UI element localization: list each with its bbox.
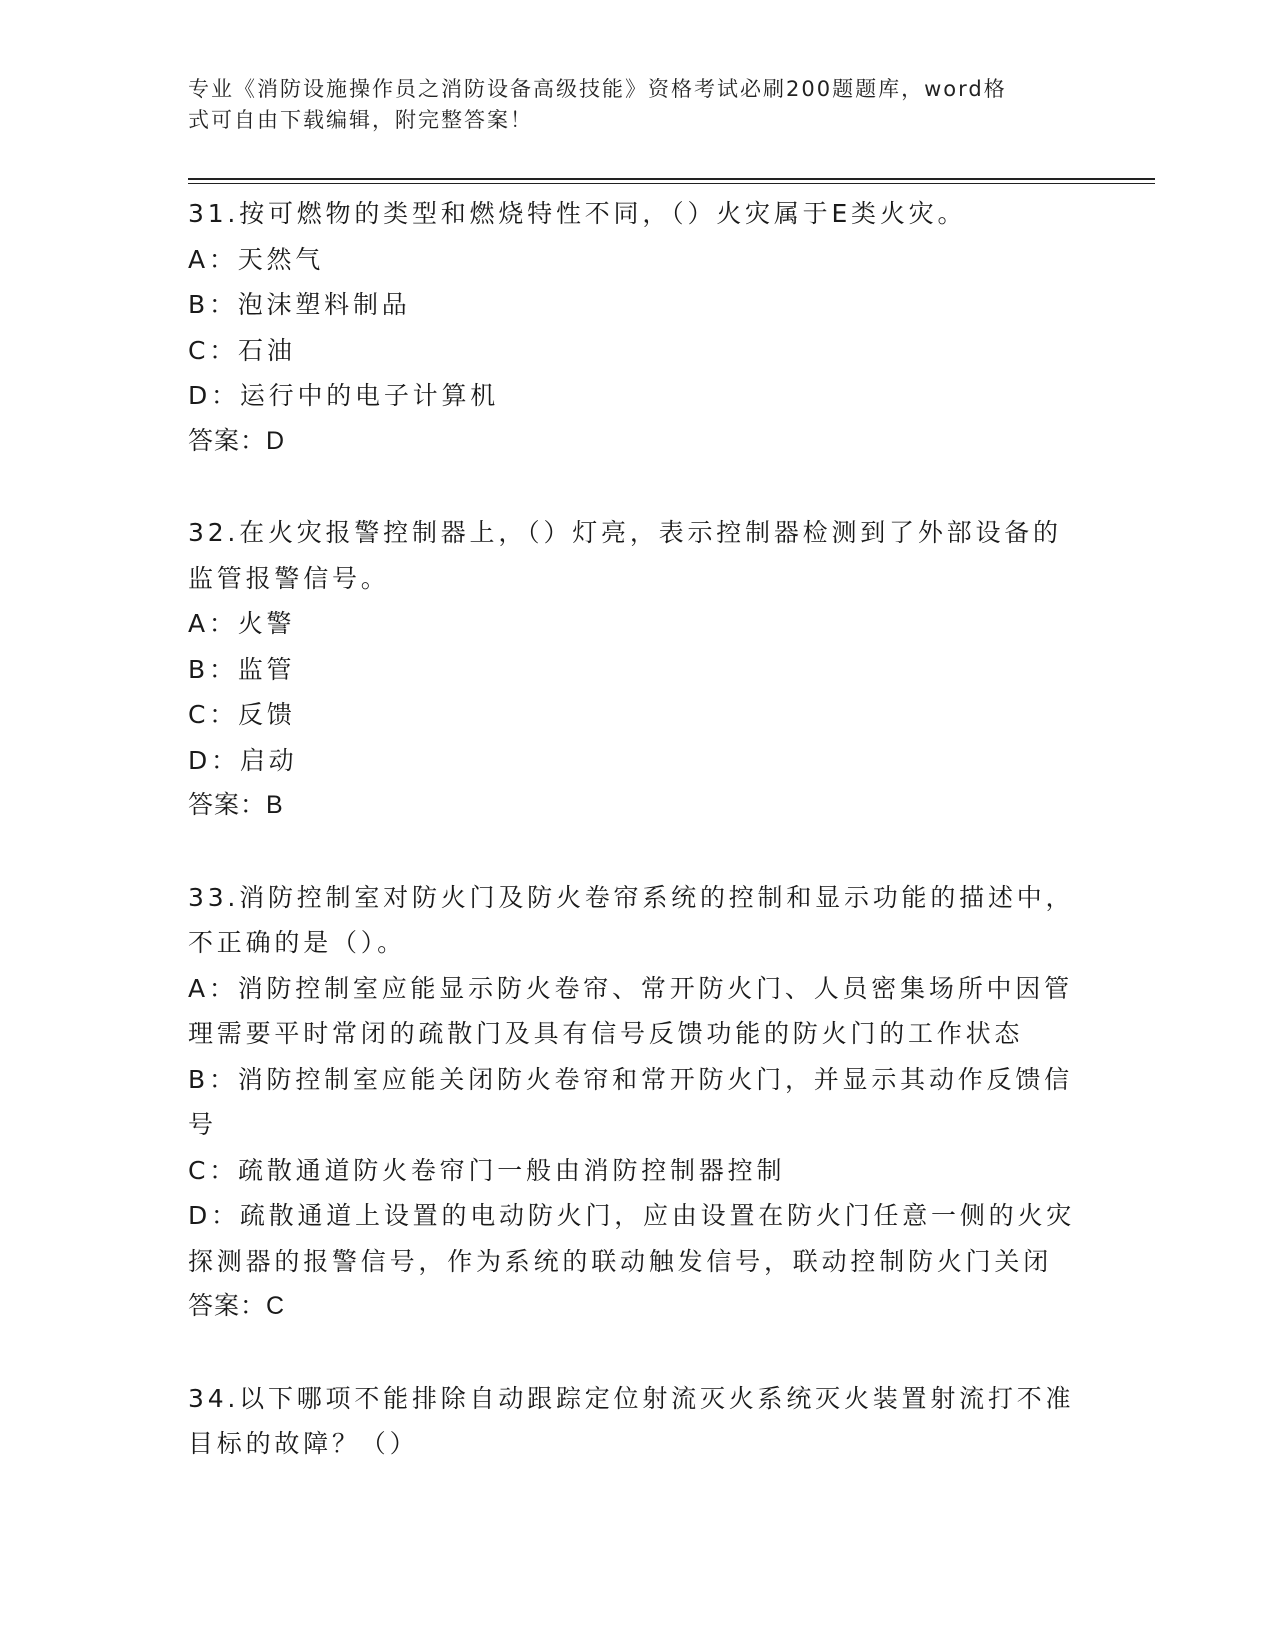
question-33 bbox=[188, 875, 1088, 1330]
option-b-continued: 号 bbox=[188, 1110, 217, 1139]
option-c: C：反馈 bbox=[188, 700, 296, 729]
option-a: A：天然气 bbox=[188, 244, 325, 274]
question-stem-continued: 监管报警信号。 bbox=[188, 563, 390, 593]
question-stem: 32.在火灾报警控制器上，（）灯亮，表示控制器检测到了外部设备的 bbox=[188, 518, 1062, 547]
question-stem: 34.以下哪项不能排除自动跟踪定位射流灭火系统灭火装置射流打不准 bbox=[188, 1383, 1075, 1413]
option-d: D：运行中的电子计算机 bbox=[188, 381, 500, 410]
question-stem-continued: 目标的故障？（） bbox=[188, 1429, 419, 1458]
answer-label: 答案：B bbox=[188, 791, 284, 819]
header-line-2: 式可自由下载编辑，附完整答案！ bbox=[188, 108, 533, 132]
header-rule-thin bbox=[188, 183, 1155, 184]
option-c: C：石油 bbox=[188, 335, 296, 365]
option-b: B：泡沫塑料制品 bbox=[188, 290, 411, 319]
option-b: B：监管 bbox=[188, 654, 296, 684]
question-32 bbox=[188, 510, 1088, 829]
option-d-continued: 探测器的报警信号，作为系统的联动触发信号，联动控制防火门关闭 bbox=[188, 1246, 1053, 1276]
option-a: A：消防控制室应能显示防火卷帘、常开防火门、人员密集场所中因管 bbox=[188, 973, 1073, 1003]
option-b: B：消防控制室应能关闭防火卷帘和常开防火门，并显示其动作反馈信 bbox=[188, 1064, 1073, 1094]
question-stem: 31.按可燃物的类型和燃烧特性不同，（）火灾属于E类火灾。 bbox=[188, 199, 967, 228]
answer-label: 答案：D bbox=[188, 426, 286, 455]
option-c: C：疏散通道防火卷帘门一般由消防控制器控制 bbox=[188, 1155, 786, 1185]
question-list bbox=[188, 191, 1088, 1467]
option-d: D：疏散通道上设置的电动防火门，应由设置在防火门任意一侧的火灾 bbox=[188, 1201, 1076, 1230]
answer-label: 答案：C bbox=[188, 1292, 286, 1320]
option-a: A：火警 bbox=[188, 609, 296, 638]
option-a-continued: 理需要平时常闭的疏散门及具有信号反馈功能的防火门的工作状态 bbox=[188, 1019, 1024, 1048]
question-34 bbox=[188, 1376, 1088, 1467]
question-stem: 33.消防控制室对防火门及防火卷帘系统的控制和显示功能的描述中， bbox=[188, 882, 1075, 912]
question-31 bbox=[188, 191, 1088, 464]
header-line-1: 专业《消防设施操作员之消防设备高级技能》资格考试必刷200题题库，word格 bbox=[188, 77, 1007, 101]
option-d: D：启动 bbox=[188, 745, 298, 775]
document-header bbox=[188, 74, 1068, 136]
header-rule-thick bbox=[188, 178, 1155, 180]
question-stem-continued: 不正确的是（）。 bbox=[188, 928, 406, 957]
